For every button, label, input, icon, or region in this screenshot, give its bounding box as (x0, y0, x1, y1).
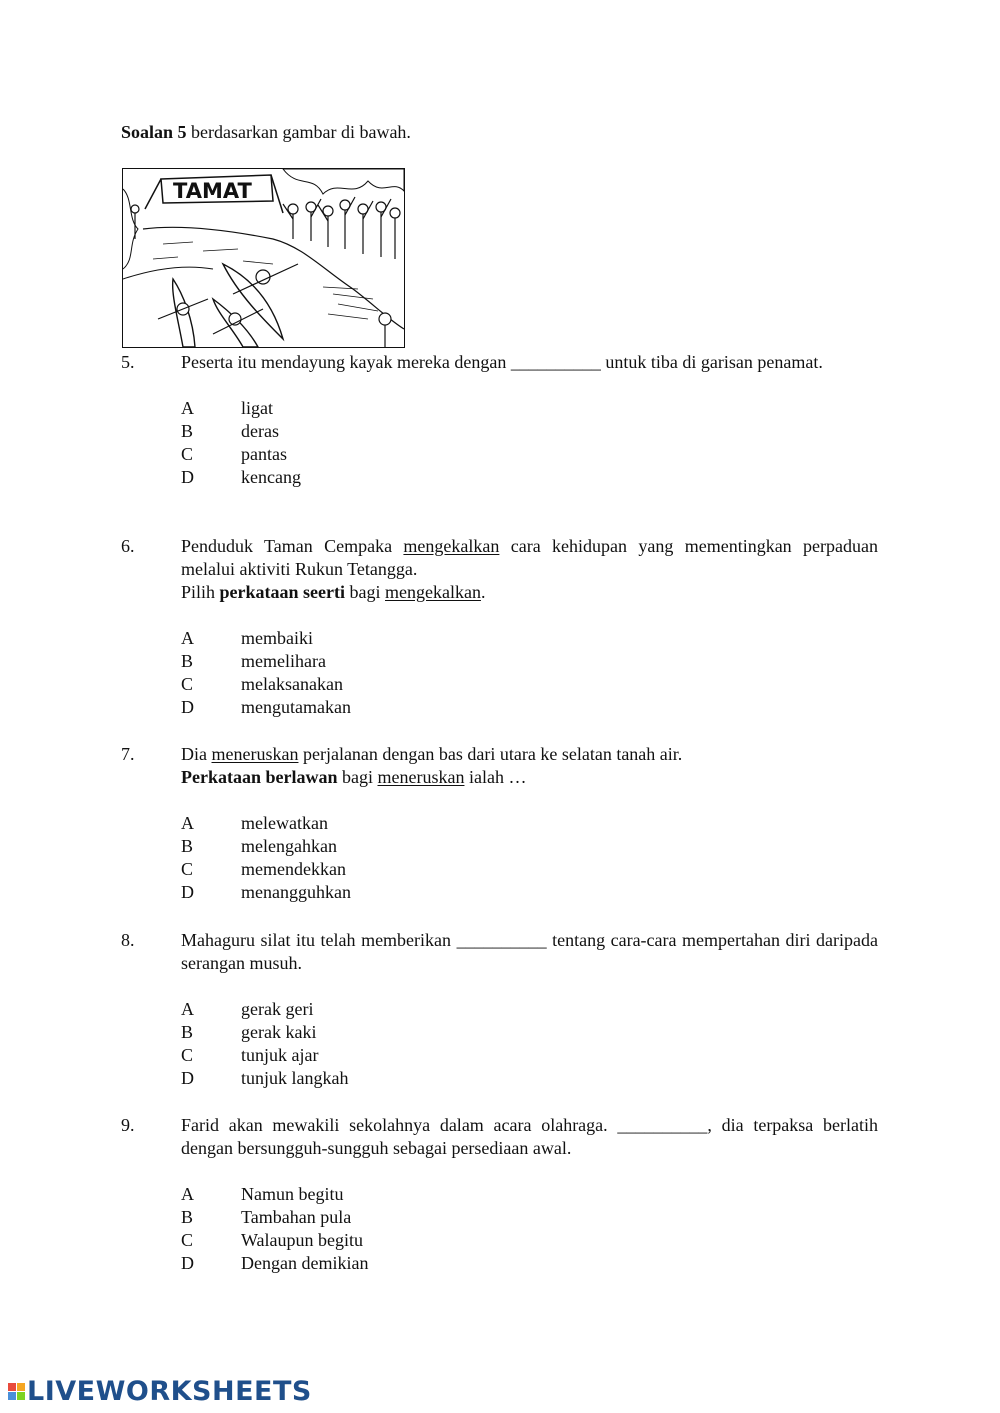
option-text: kencang (241, 467, 301, 487)
answer-blank: __________ (456, 930, 547, 950)
option-b[interactable] (181, 420, 878, 443)
option-text: gerak geri (241, 999, 314, 1019)
question-text-part: untuk tiba di garisan penamat. (600, 352, 823, 372)
question-text-part: cara kehidupan yang mementingkan perpaduan melalui aktiviti Rukun Tetangga. (181, 536, 878, 579)
option-letter: C (181, 859, 194, 879)
option-letter: A (181, 1184, 194, 1204)
question-text (181, 535, 878, 604)
option-letter: A (181, 398, 194, 418)
logo-blocks-icon (8, 1383, 25, 1400)
option-text: Walaupun begitu (241, 1230, 364, 1250)
options-list (181, 998, 878, 1090)
option-letter: D (181, 1253, 194, 1273)
option-b[interactable] (181, 835, 878, 858)
logo-block (8, 1383, 16, 1391)
option-text: melewatkan (241, 813, 328, 833)
question-text-part: bagi (337, 767, 378, 787)
option-letter: A (181, 999, 194, 1019)
option-a[interactable] (181, 397, 878, 420)
question-text-part: Farid akan mewakili sekolahnya dalam acara olahraga. (181, 1115, 618, 1135)
question-text (181, 743, 878, 789)
option-letter: D (181, 697, 194, 717)
option-c[interactable] (181, 1229, 878, 1252)
banner-text: TAMAT (173, 179, 252, 203)
intro-text: berdasarkan gambar di bawah. (186, 122, 411, 142)
option-text: memelihara (241, 651, 326, 671)
underlined-word: mengekalkan (385, 582, 481, 602)
question-number: 9. (121, 1115, 135, 1135)
underlined-word: mengekalkan (403, 536, 500, 556)
option-letter: B (181, 1022, 194, 1042)
question-text-part: bagi (345, 582, 385, 602)
option-text: deras (241, 421, 279, 441)
option-d[interactable] (181, 1252, 878, 1275)
logo-block (8, 1392, 16, 1400)
question-6 (121, 535, 878, 719)
logo-text: LIVEWORKSHEETS (27, 1376, 312, 1407)
option-letter: C (181, 444, 194, 464)
question-text-part: Dia (181, 744, 212, 764)
option-b[interactable] (181, 1021, 878, 1044)
options-list (181, 1183, 878, 1275)
question-text-part: tentang cara-cara mempertahan diri daripada serangan musuh. (181, 930, 879, 973)
question-9 (121, 1114, 878, 1275)
question-text-part: Mahaguru silat itu telah memberikan (181, 930, 457, 950)
option-a[interactable] (181, 998, 878, 1021)
option-c[interactable] (181, 1044, 878, 1067)
intro-bold-label: Soalan 5 (121, 122, 187, 142)
question-text-part: . (480, 582, 486, 602)
option-text: membaiki (241, 628, 313, 648)
question-number: 6. (121, 536, 135, 556)
question-text-part: ialah … (464, 767, 527, 787)
answer-blank: __________ (617, 1115, 708, 1135)
option-letter: A (181, 813, 194, 833)
option-b[interactable] (181, 650, 878, 673)
option-letter: D (181, 882, 194, 902)
option-d[interactable] (181, 466, 878, 489)
question-number: 8. (121, 930, 135, 950)
option-letter: B (181, 651, 194, 671)
option-b[interactable] (181, 1206, 878, 1229)
question-8 (121, 929, 878, 1090)
option-d[interactable] (181, 881, 878, 904)
question-text-part: Pilih (181, 582, 220, 602)
question-number: 5. (121, 352, 135, 372)
logo-block (17, 1392, 25, 1400)
kayak-race-illustration (122, 168, 405, 348)
options-list (181, 627, 878, 719)
option-letter: D (181, 1068, 194, 1088)
option-c[interactable] (181, 443, 878, 466)
question-text (181, 1114, 878, 1160)
option-c[interactable] (181, 858, 878, 881)
option-letter: A (181, 628, 194, 648)
option-a[interactable] (181, 812, 878, 835)
liveworksheets-logo[interactable] (8, 1376, 312, 1407)
question-5 (121, 351, 878, 489)
question-7 (121, 743, 878, 904)
underlined-word: meneruskan (377, 767, 465, 787)
option-letter: C (181, 1230, 194, 1250)
option-letter: B (181, 421, 194, 441)
option-text: tunjuk ajar (241, 1045, 319, 1065)
option-text: tunjuk langkah (241, 1068, 349, 1088)
option-text: melengahkan (241, 836, 337, 856)
question-text (181, 351, 878, 374)
option-text: mengutamakan (241, 697, 351, 717)
question-text-part: Penduduk Taman Cempaka (181, 536, 404, 556)
question-text-part: perjalanan dengan bas dari utara ke selatan tanah air. (298, 744, 683, 764)
bold-instruction: Perkataan berlawan (181, 767, 338, 787)
option-text: melaksanakan (241, 674, 343, 694)
underlined-word: meneruskan (211, 744, 299, 764)
option-text: memendekkan (241, 859, 346, 879)
option-c[interactable] (181, 673, 878, 696)
option-a[interactable] (181, 1183, 878, 1206)
question-text-part: , dia terpaksa berlatih dengan bersungguh-sungguh sebagai persediaan awal. (181, 1115, 878, 1158)
option-text: Dengan demikian (241, 1253, 369, 1273)
option-text: gerak kaki (241, 1022, 317, 1042)
option-letter: C (181, 674, 194, 694)
option-letter: B (181, 1207, 194, 1227)
option-letter: B (181, 836, 194, 856)
section-intro (121, 121, 411, 144)
option-text: Tambahan pula (241, 1207, 352, 1227)
answer-blank: __________ (510, 352, 601, 372)
question-text (181, 929, 878, 975)
option-letter: C (181, 1045, 194, 1065)
kayak-race-drawing (123, 169, 404, 347)
logo-block (17, 1383, 25, 1391)
option-text: Namun begitu (241, 1184, 344, 1204)
question-number: 7. (121, 744, 135, 764)
option-a[interactable] (181, 627, 878, 650)
bold-instruction: perkataan seerti (219, 582, 345, 602)
question-text-part: Peserta itu mendayung kayak mereka dengan (181, 352, 511, 372)
option-d[interactable] (181, 696, 878, 719)
option-letter: D (181, 467, 194, 487)
options-list (181, 397, 878, 489)
option-text: ligat (241, 398, 273, 418)
options-list (181, 812, 878, 904)
option-text: pantas (241, 444, 287, 464)
option-d[interactable] (181, 1067, 878, 1090)
option-text: menangguhkan (241, 882, 351, 902)
